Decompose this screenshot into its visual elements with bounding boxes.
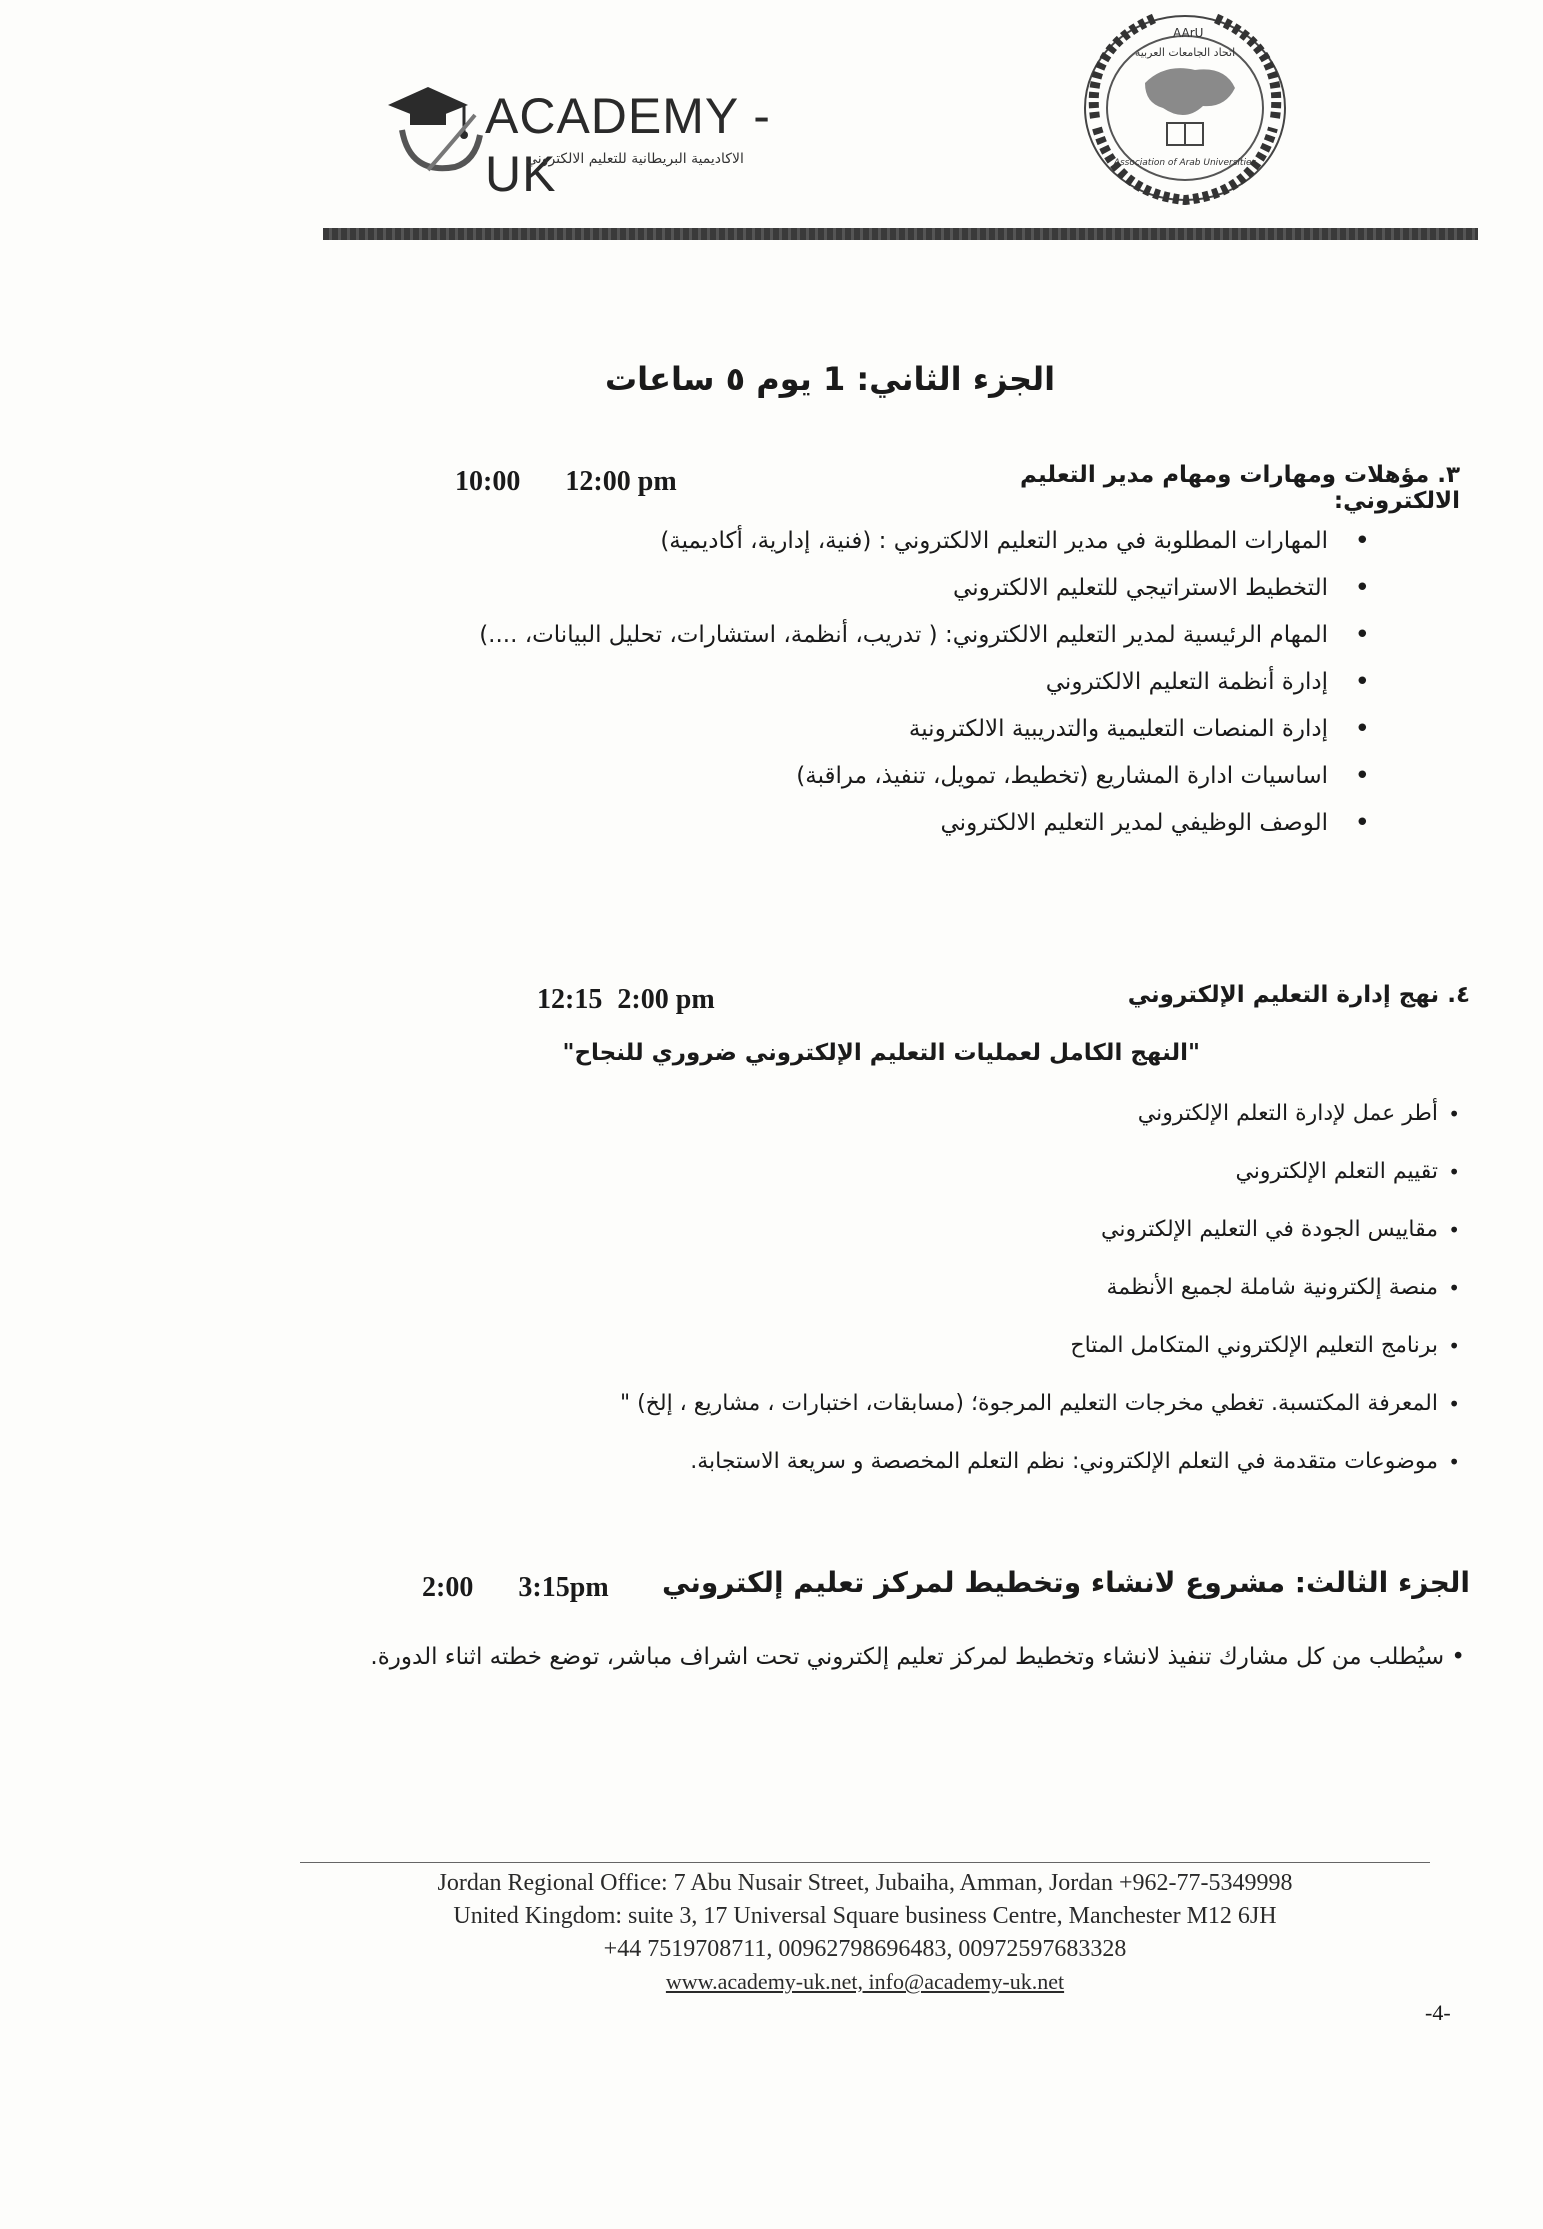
list-item: • مقاييس الجودة في التعليم الإلكتروني [420,1201,1460,1259]
seal-english-text: Association of Arab Universities [1113,158,1257,168]
section4-quote: "النهج الكامل لعمليات التعليم الإلكتروني ضروري للنجاح" [562,1040,1200,1066]
list-item: • إدارة أنظمة التعليم الالكتروني [380,659,1370,706]
section4-heading: ٤. نهج إدارة التعليم الإلكتروني [1127,982,1470,1008]
list-item: • تقييم التعلم الإلكتروني [420,1143,1460,1201]
list-item: • اساسيات ادارة المشاريع (تخطيط، تمويل، تنفيذ، مراقبة) [380,753,1370,800]
section3-time-end: 12:00 pm [565,466,677,497]
list-item: • منصة إلكترونية شاملة لجميع الأنظمة [420,1259,1460,1317]
page-number: -4- [1425,2000,1451,2025]
list-item: • برنامج التعليم الإلكتروني المتكامل المتاح [420,1317,1460,1375]
seal-arabic-text: اتحاد الجامعات العربية [1134,46,1236,59]
graduation-cap-icon [380,75,490,185]
section4-list [420,1085,1460,1491]
academy-uk-logo [380,75,800,202]
header-divider [323,228,1478,240]
list-item: • أطر عمل لإدارة التعلم الإلكتروني [420,1085,1460,1143]
section3-heading: ٣. مؤهلات ومهارات ومهام مدير التعليم الالكتروني: [1020,462,1460,514]
footer-jordan-office: Jordan Regional Office: 7 Abu Nusair Street, Jubaiha, Amman, Jordan +962-77-5349998 [437,1870,1293,1896]
part3-body: • سيُطلب من كل مشارك تنفيذ لانشاء وتخطيط لمركز تعليم إلكتروني تحت اشراف مباشر، توضع خطته اثناء الدورة. [370,1644,1465,1670]
part3-title: الجزء الثالث: مشروع لانشاء وتخطيط لمركز تعليم إلكتروني [662,1566,1470,1599]
list-item: • إدارة المنصات التعليمية والتدريبية الالكترونية [380,706,1370,753]
section3-time-start: 10:00 [455,466,521,497]
footer-phones: +44 7519708711, 00962798696483, 00972597683328 [603,1936,1127,1962]
section4-time [537,984,837,1016]
list-item: • الوصف الوظيفي لمدير التعليم الالكتروني [380,800,1370,847]
list-item: • التخطيط الاستراتيجي للتعليم الالكتروني [380,565,1370,612]
section3-time [455,466,755,498]
part3-time-start: 2:00 [422,1572,474,1603]
part3-time [422,1572,652,1604]
section4-time-start: 12:15 [537,984,603,1015]
seal-top-text: AArU [1173,26,1204,40]
list-item: • المعرفة المكتسبة. تغطي مخرجات التعليم المرجوة؛ (مسابقات، اختبارات ، مشاريع ، إلخ) " [420,1375,1460,1433]
list-item: • المهارات المطلوبة في مدير التعليم الالكتروني : (فنية، إدارية، أكاديمية) [380,518,1370,565]
footer-web-email: www.academy-uk.net, info@academy-uk.net [665,1969,1065,1994]
list-item: • موضوعات متقدمة في التعلم الإلكتروني: نظم التعلم المخصصة و سريعة الاستجابة. [420,1433,1460,1491]
brand-subtitle: الاكاديمية البريطانية للتعليم الالكتروني [526,151,744,167]
brand-name: ACADEMY - UK [485,88,771,202]
part3-time-end: 3:15pm [518,1572,609,1603]
aaru-seal-logo [1075,8,1295,208]
footer-uk-office: United Kingdom: suite 3, 17 Universal Square business Centre, Manchester M12 6JH [453,1903,1277,1929]
list-item: • المهام الرئيسية لمدير التعليم الالكتروني: ( تدريب، أنظمة، استشارات، تحليل البيانات، ....) [380,612,1370,659]
part2-title: الجزء الثاني: 1 يوم ٥ ساعات [604,360,1056,398]
section4-time-end: 2:00 pm [617,984,715,1015]
section3-list [380,518,1370,847]
footer-divider [300,1862,1430,1863]
